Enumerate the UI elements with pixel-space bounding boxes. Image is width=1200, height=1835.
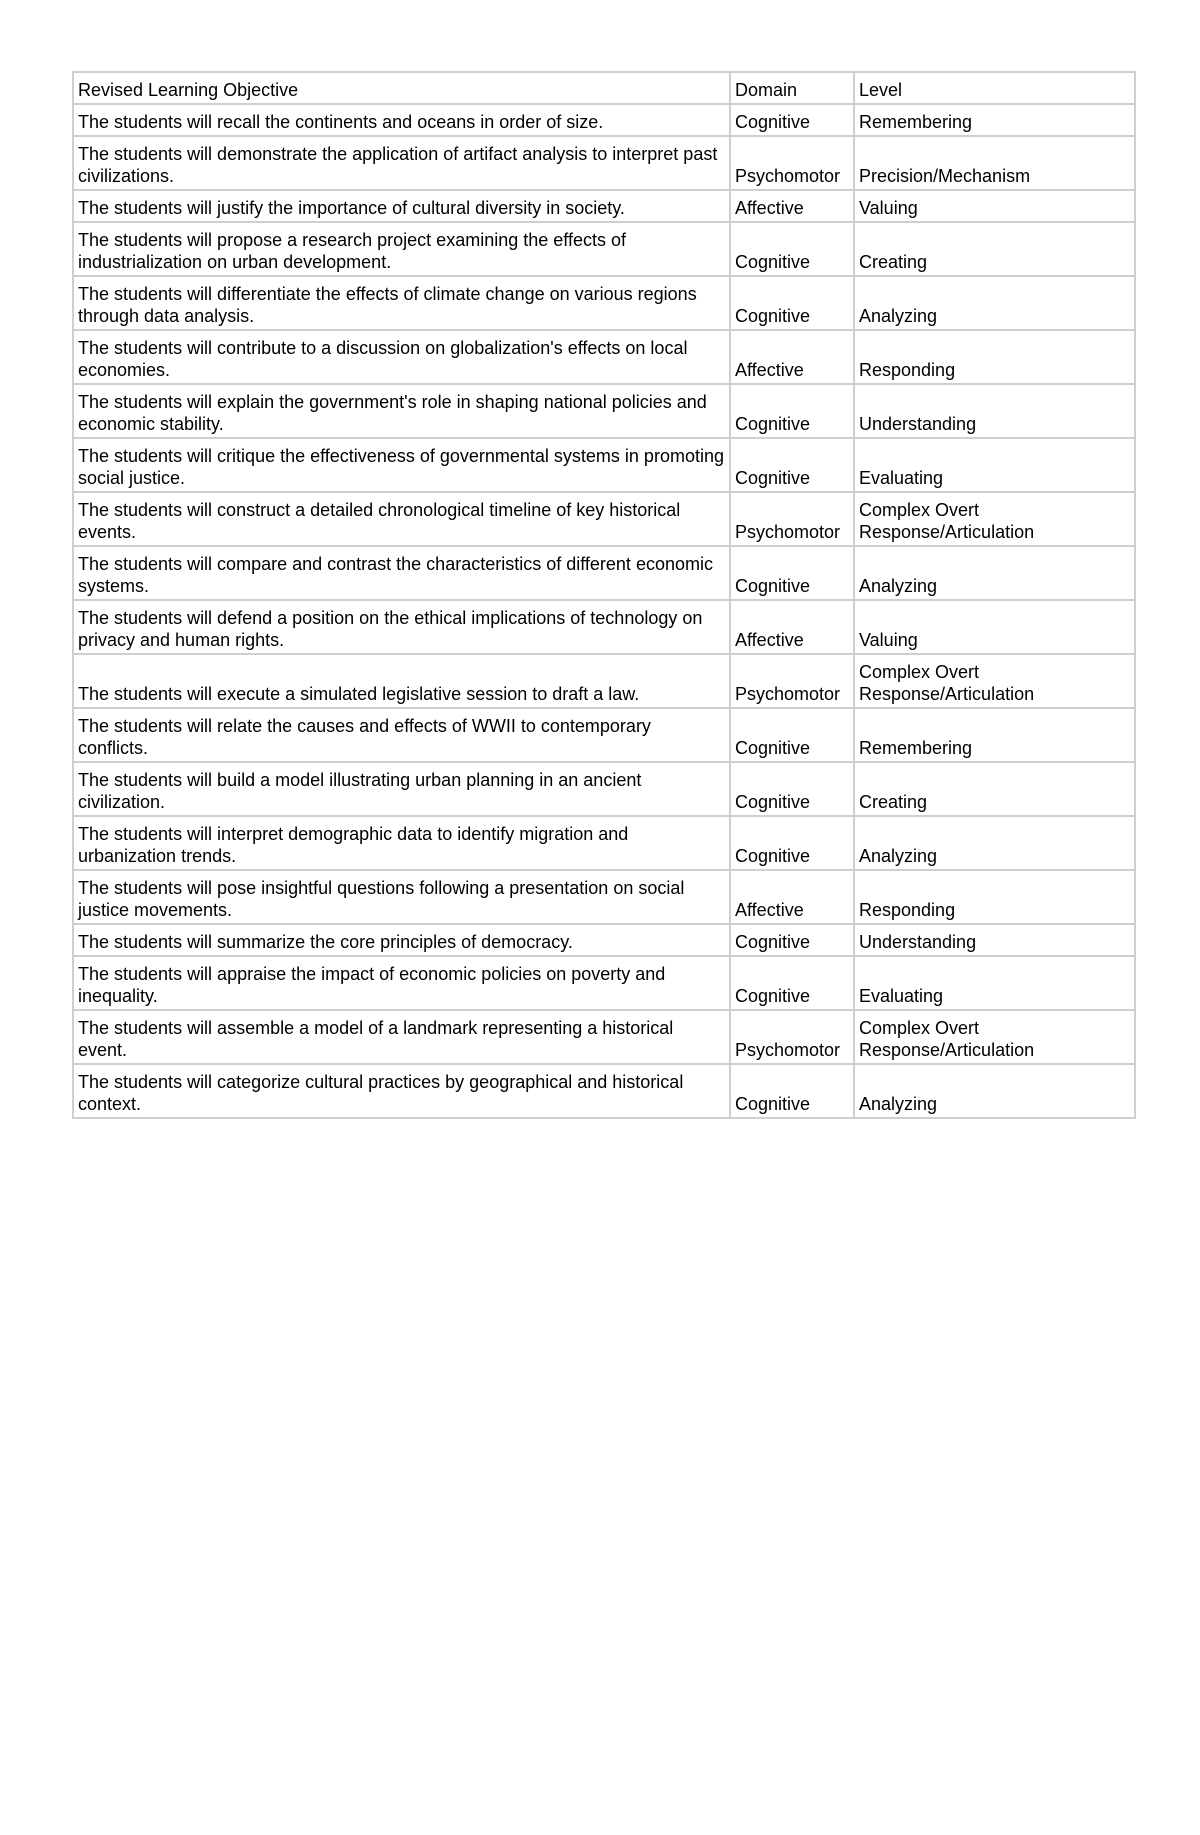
domain-cell: Affective [730,330,854,384]
table-row [73,762,1135,816]
level-cell: Evaluating [854,438,1135,492]
table-row [73,1010,1135,1064]
table-row [73,870,1135,924]
table-row [73,654,1135,708]
objective-cell: The students will build a model illustrating urban planning in an ancient civilization. [73,762,730,816]
level-cell: Evaluating [854,956,1135,1010]
domain-cell: Affective [730,190,854,222]
domain-cell: Cognitive [730,956,854,1010]
level-cell: Valuing [854,600,1135,654]
level-cell: Analyzing [854,816,1135,870]
domain-cell: Cognitive [730,276,854,330]
column-header-objective: Revised Learning Objective [73,72,730,104]
objective-cell: The students will defend a position on the ethical implications of technology on privacy and human rights. [73,600,730,654]
level-cell: Complex Overt Response/Articulation [854,1010,1135,1064]
domain-cell: Cognitive [730,104,854,136]
column-header-domain: Domain [730,72,854,104]
objective-cell: The students will contribute to a discussion on globalization's effects on local economies. [73,330,730,384]
spreadsheet-sheet [72,71,1134,1119]
level-cell: Understanding [854,384,1135,438]
objective-cell: The students will pose insightful questions following a presentation on social justice movements. [73,870,730,924]
objective-cell: The students will interpret demographic data to identify migration and urbanization trends. [73,816,730,870]
table-row [73,330,1135,384]
table-row [73,492,1135,546]
domain-cell: Cognitive [730,546,854,600]
table-row [73,924,1135,956]
objective-cell: The students will recall the continents and oceans in order of size. [73,104,730,136]
table-row [73,816,1135,870]
level-cell: Analyzing [854,1064,1135,1118]
domain-cell: Psychomotor [730,136,854,190]
table-row [73,956,1135,1010]
level-cell: Remembering [854,708,1135,762]
level-cell: Creating [854,222,1135,276]
objective-cell: The students will summarize the core principles of democracy. [73,924,730,956]
table-row [73,222,1135,276]
objective-cell: The students will differentiate the effects of climate change on various regions through data analysis. [73,276,730,330]
level-cell: Responding [854,870,1135,924]
domain-cell: Affective [730,870,854,924]
objective-cell: The students will construct a detailed chronological timeline of key historical events. [73,492,730,546]
objective-cell: The students will relate the causes and effects of WWII to contemporary conflicts. [73,708,730,762]
objective-cell: The students will categorize cultural practices by geographical and historical context. [73,1064,730,1118]
level-cell: Complex Overt Response/Articulation [854,492,1135,546]
domain-cell: Cognitive [730,762,854,816]
domain-cell: Cognitive [730,708,854,762]
objective-cell: The students will appraise the impact of economic policies on poverty and inequality. [73,956,730,1010]
table-row [73,384,1135,438]
level-cell: Analyzing [854,276,1135,330]
level-cell: Valuing [854,190,1135,222]
objective-cell: The students will demonstrate the application of artifact analysis to interpret past civilizations. [73,136,730,190]
level-cell: Understanding [854,924,1135,956]
table-row [73,276,1135,330]
level-cell: Responding [854,330,1135,384]
table-row [73,708,1135,762]
objective-cell: The students will propose a research project examining the effects of industrialization on urban development. [73,222,730,276]
header-row [73,72,1135,104]
table-row [73,190,1135,222]
table-row [73,600,1135,654]
level-cell: Analyzing [854,546,1135,600]
domain-cell: Cognitive [730,438,854,492]
level-cell: Precision/Mechanism [854,136,1135,190]
objective-cell: The students will assemble a model of a landmark representing a historical event. [73,1010,730,1064]
domain-cell: Psychomotor [730,492,854,546]
objective-cell: The students will compare and contrast the characteristics of different economic systems. [73,546,730,600]
table-row [73,136,1135,190]
domain-cell: Psychomotor [730,1010,854,1064]
level-cell: Creating [854,762,1135,816]
domain-cell: Cognitive [730,816,854,870]
domain-cell: Cognitive [730,924,854,956]
column-header-level: Level [854,72,1135,104]
table-row [73,546,1135,600]
domain-cell: Cognitive [730,384,854,438]
level-cell: Complex Overt Response/Articulation [854,654,1135,708]
objective-cell: The students will critique the effectiveness of governmental systems in promoting social justice. [73,438,730,492]
learning-objectives-table [72,71,1136,1119]
objective-cell: The students will explain the government's role in shaping national policies and economic stability. [73,384,730,438]
domain-cell: Psychomotor [730,654,854,708]
domain-cell: Affective [730,600,854,654]
table-row [73,104,1135,136]
domain-cell: Cognitive [730,1064,854,1118]
table-row [73,1064,1135,1118]
objective-cell: The students will justify the importance of cultural diversity in society. [73,190,730,222]
domain-cell: Cognitive [730,222,854,276]
objective-cell: The students will execute a simulated legislative session to draft a law. [73,654,730,708]
level-cell: Remembering [854,104,1135,136]
table-row [73,438,1135,492]
